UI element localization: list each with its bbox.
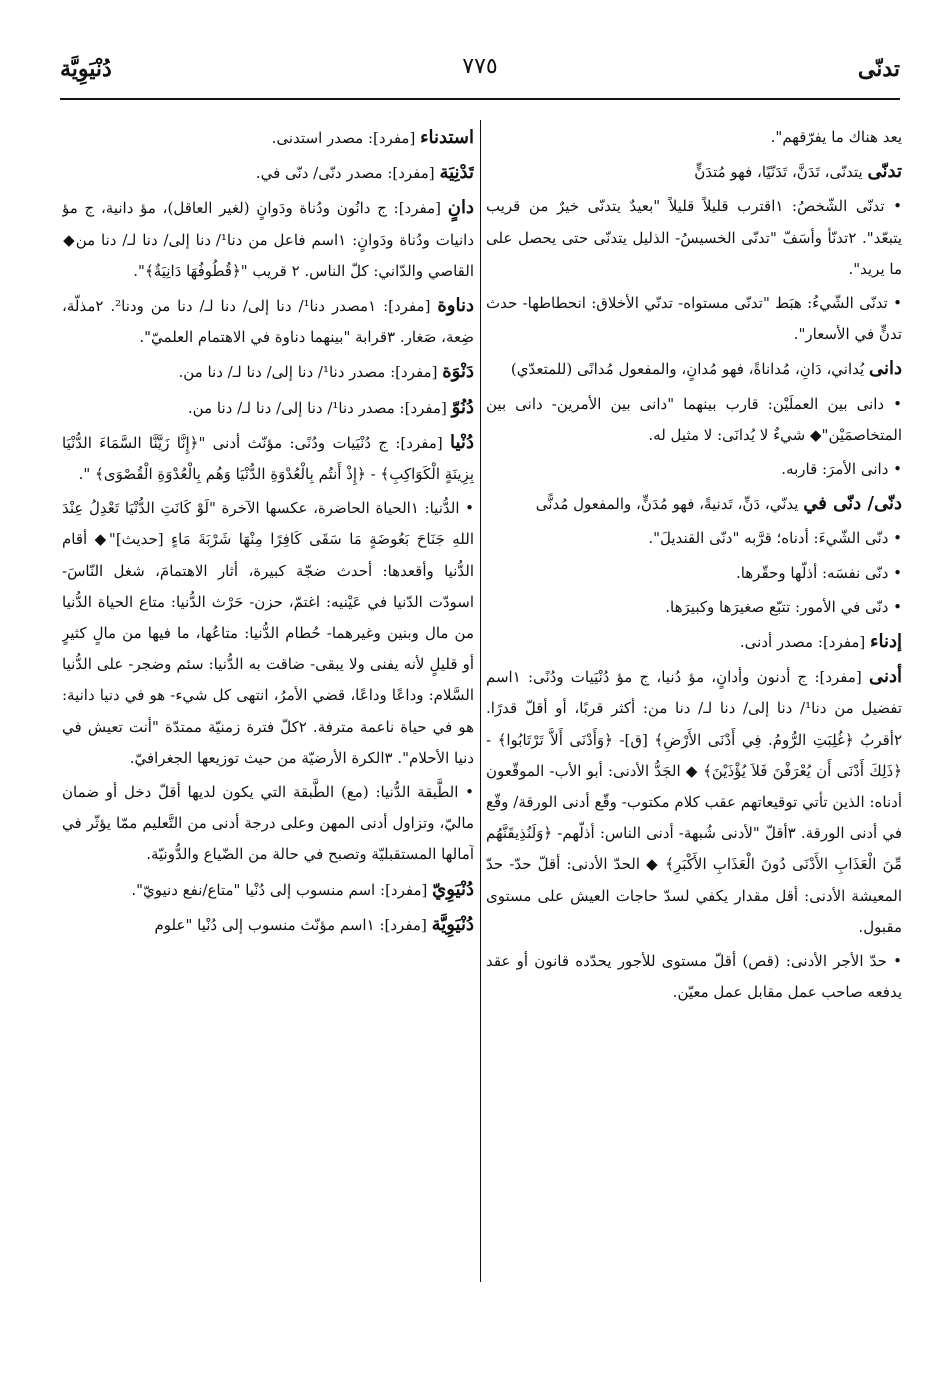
column-divider [480, 120, 481, 1282]
entry-headword: دُنْيا [450, 431, 474, 453]
dictionary-entry [62, 909, 474, 941]
entry-definition: ١مصدر دنا¹/ دنا إلى/ دنا لـ/ دنا من ودنا². ٢مذلّة، ضِعة، صَغار. ٣قرابة "بينهما دناوة في الاهتمام العلميّ". [62, 297, 474, 347]
dictionary-entry [486, 558, 902, 589]
entry-pos-tag: [مفرد]: [817, 633, 866, 652]
entry-headword: دُنْيَوِيّ [432, 878, 474, 900]
entry-headword: دانٍ [447, 197, 474, 219]
entry-pos-tag: [مفرد]: [390, 363, 438, 382]
entry-pos-tag: [مفرد]: [367, 129, 416, 147]
dictionary-entry [486, 389, 902, 451]
entry-definition: يُداني، دَانِ، مُداناةً، فهو مُدانٍ، والمفعول مُدانًى (للمتعدّي) [510, 360, 865, 379]
dictionary-entry [486, 353, 902, 385]
dictionary-entry [486, 592, 902, 623]
entry-pos-tag: [مفرد]: [395, 433, 443, 452]
dictionary-entry [486, 454, 902, 485]
entry-pos-tag: [مفرد]: [383, 297, 431, 316]
dictionary-entry [62, 777, 474, 871]
entry-definition: يتدنّى، تَدَنَّ، تَدَنّيًا، فهو مُتدَنٍّ [694, 163, 863, 182]
entry-definition: مصدر دنّى/ دنّى في. [255, 164, 383, 183]
dictionary-entry [486, 488, 902, 520]
entry-definition: • دنّى في الأمور: تتبّع صغيرَها وكبيرَها. [665, 597, 902, 616]
entry-definition: يعد هناك ما يفرّقهم". [770, 128, 902, 146]
running-headword-right: تدنّى [857, 56, 900, 82]
entry-definition: مصدر دنا¹/ دنا إلى/ دنا لـ/ دنا من. [187, 398, 395, 417]
entry-definition: ج أدنون وأدانٍ، مؤ دُنيا، ج مؤ دُنْيَيات ودُنًى: ١اسم تفضيل من دنا¹/ دنا إلى/ دنا لـ/ دنا من: أكثر قربًا، أو أقلّ قدرًا. ٢أقربُ ﴿غُلِبَتِ الرُّومُ. فِي أَدْنَى الأَرْضِ﴾ [ق]- ﴿وَأَدْنَى أَلاَّ تَرْتَابُوا﴾ - ﴿ذَلِكَ أَدْنَى أَن يُعْرَفْنَ فَلاَ يُؤْذَيْنَ﴾ ◆ الجَدُّ الأدنى: أبو الأب- الموقّعون أدناه: الذين تأتي توقيعاتهم عقب كلام مكتوب- وقّع أدنى الورقة/ وقّع في أدنى الورقة. ٣أقلّ "لأدنى شُبهة- أدنى الناس: أذلّهم- ﴿وَلَنُذِيقَنَّهُم مِّنَ الْعَذَابِ الأَدْنَى دُونَ الْعَذَابِ الأَكْبَرِ﴾ ◆ الحدّ الأدنى: أقلّ حدّ- حدّ المعيشة الأدنى: أقل مقدار يكفي لسدّ حاجات العيش على مستوى مقبول. [486, 668, 902, 936]
right-column [486, 122, 902, 1312]
entry-definition: ج دانُون ودُناة ودَوانٍ (لغير العاقل)، مؤ دانية، ج مؤ دانيات ودُناة ودَوانٍ: ١اسم فاعل من دنا¹/ دنا إلى/ دنا لـ/ دنا من◆ القاصي والدّاني: كلّ الناس. ٢ قريب "﴿قُطُوفُهَا دَانِيَةٌ﴾". [62, 199, 474, 280]
entry-definition: • الدُّنيا: ١الحياة الحاضرة، عكسها الآخرة "لَوْ كَانَتِ الدُّنْيَا تَعْدِلُ عِنْدَ اللهِ جَنَاحَ بَعُوضَةٍ مَا سَقَى كَافِرًا مِنْهَا شَرْبَةَ مَاءٍ [حديث]"◆ أقام الدُّنيا وأقعدها: أحدث ضجّة كبيرة، أثار الاهتمامَ، شغل النّاسَ- اسودّت الدّنيا في عَيْنيه: اغتمّ، حزن- حَرْث الدُّنيا: متاع الحياة الدُّنيا من مال وبنين وغيرهما- حُطام الدُّنيا: متاعُها، ما فيها من مالٍ كثيرٍ أو قليلٍ لأنه يفنى ولا يبقى- ضاقت به الدُّنيا: سئم وضجر- على الدُّنيا السَّلام: وداعًا وداعًا، قضي الأمرُ، انتهى كل شيء- هو في دنيا دانية: هو في حياة ناعمة مترفة. ٢كلّ فترة زمنيّة ممتدّة "أنت تعيش في دنيا الأحلام". ٣الكرة الأرضيّة من حيث توزيعها الجغرافيّ. [62, 499, 474, 767]
dictionary-entry [62, 392, 474, 424]
entry-headword: إدناء [870, 631, 902, 653]
dictionary-entry [62, 122, 474, 154]
dictionary-entry [62, 157, 474, 189]
entry-definition: • حدّ الأجر الأدنى: (قص) أقلّ مستوى للأجور يحدّده قانون أو عقد يدفعه صاحب عمل مقابل عمل معيّن. [486, 952, 902, 1002]
dictionary-entry [486, 191, 902, 285]
entry-pos-tag: [مفرد]: [814, 668, 862, 687]
dictionary-entry [486, 288, 902, 350]
entry-definition: • تدنّى الشّخصُ: ١اقترب قليلاً قليلاً "بعيدٌ يتدنّى خيرٌ من قريب يتبعّد". ٢تدنّأ وأسَفّ "تدنّى الخسيسُ- الذليل يتدنّى حتى يحصل على ما يريد". [486, 197, 902, 278]
entry-definition: مصدر أدنى. [739, 633, 814, 652]
entry-headword: دُنْيَوِيَّة [431, 913, 474, 935]
dictionary-entry [62, 874, 474, 906]
entry-headword: تَدْنِيَة [439, 162, 474, 184]
entry-headword: دُنُوّ [451, 396, 474, 418]
dictionary-entry [486, 523, 902, 554]
dictionary-entry [486, 661, 902, 943]
dictionary-entry [486, 122, 902, 153]
entry-definition: • دانى الأمرَ: قاربه. [781, 460, 902, 479]
entry-definition: • الطَّبقة الدُّنيا: (مع) الطَّبقة التي يكون لديها أقلّ دخل أو ضمان ماليّ، وتزاول أدنى المهن وعلى درجة أدنى من التَّعليم ممّا يؤثّر في آمالها المستقبليّة وتصبح في حالة من الضّياع والدُّونيّة. [62, 783, 474, 864]
entry-pos-tag: [مفرد]: [393, 199, 441, 218]
entry-definition: ١اسم مؤنّث منسوب إلى دُنْيا "علوم [154, 915, 375, 934]
entry-headword: تدنّى [867, 161, 902, 183]
entry-pos-tag: [مفرد]: [387, 164, 435, 183]
entry-headword: أدنى [868, 666, 902, 688]
entry-definition: اسم منسوب إلى دُنْيا "متاع/نفع دنيويّ". [131, 880, 376, 899]
entry-definition: مصدر استدنى. [271, 129, 364, 147]
dictionary-entry [486, 946, 902, 1008]
entry-headword: استدناء [420, 127, 474, 148]
page-header [60, 50, 900, 100]
entry-definition: مصدر دنا¹/ دنا إلى/ دنا لـ/ دنا من. [178, 363, 386, 382]
dictionary-entry [486, 156, 902, 188]
entry-definition: • دانى بين العملَيْن: قارب بينهما "دانى بين الأمرين- دانى بين المتخاصمَيْن"◆ شيءٌ لا يُدانَى: لا مثيل له. [486, 394, 902, 444]
entry-definition: • تدنّى الشّيءُ: هبَط "تدنّى مستواه- تدنّي الأخلاق: انحطاطها- حدث تدنٍّ في الأسعار". [486, 294, 902, 344]
entry-headword: دنّى/ دنّى في [803, 493, 902, 515]
entry-definition: • دنّى الشّيءَ: أدناه؛ قرَّبه "دنّى القنديلَ". [648, 529, 902, 548]
dictionary-entry [62, 493, 474, 774]
dictionary-entry [62, 290, 474, 353]
entry-headword: دناوة [437, 295, 474, 317]
running-headword-left: دُنْيَوِيَّة [60, 56, 112, 82]
dictionary-entry [62, 192, 474, 287]
page-number: ٧٧٥ [462, 54, 498, 79]
entry-pos-tag: [مفرد]: [380, 880, 428, 899]
left-column [62, 122, 474, 1242]
entry-headword: دَنْوَة [442, 361, 474, 383]
dictionary-entry [486, 626, 902, 658]
entry-definition: ج دُنْيَيات ودُنًى: مؤنّث أدنى "﴿إِنَّا زَيَّنَّا السَّمَاءَ الدُّنْيَا بِزِينَةٍ الْكَوَاكِبِ﴾ - ﴿إِذْ أَنتُم بِالْعُدْوَةِ الدُّنْيَا وَهُم بِالْعُدْوَةِ الْقُصْوَى﴾ ". [62, 433, 474, 484]
dictionary-entry [62, 356, 474, 388]
entry-headword: دانى [868, 358, 902, 380]
entry-pos-tag: [مفرد]: [399, 398, 447, 417]
dictionary-entry [62, 427, 474, 490]
entry-definition: يدنّي، دَنِّ، تَدنيةً، فهو مُدَنٍّ، والمفعول مُدنًّى [535, 495, 799, 514]
entry-definition: • دنّى نفسَه: أذلّها وحقّرها. [735, 563, 902, 582]
entry-pos-tag: [مفرد]: [379, 915, 427, 934]
